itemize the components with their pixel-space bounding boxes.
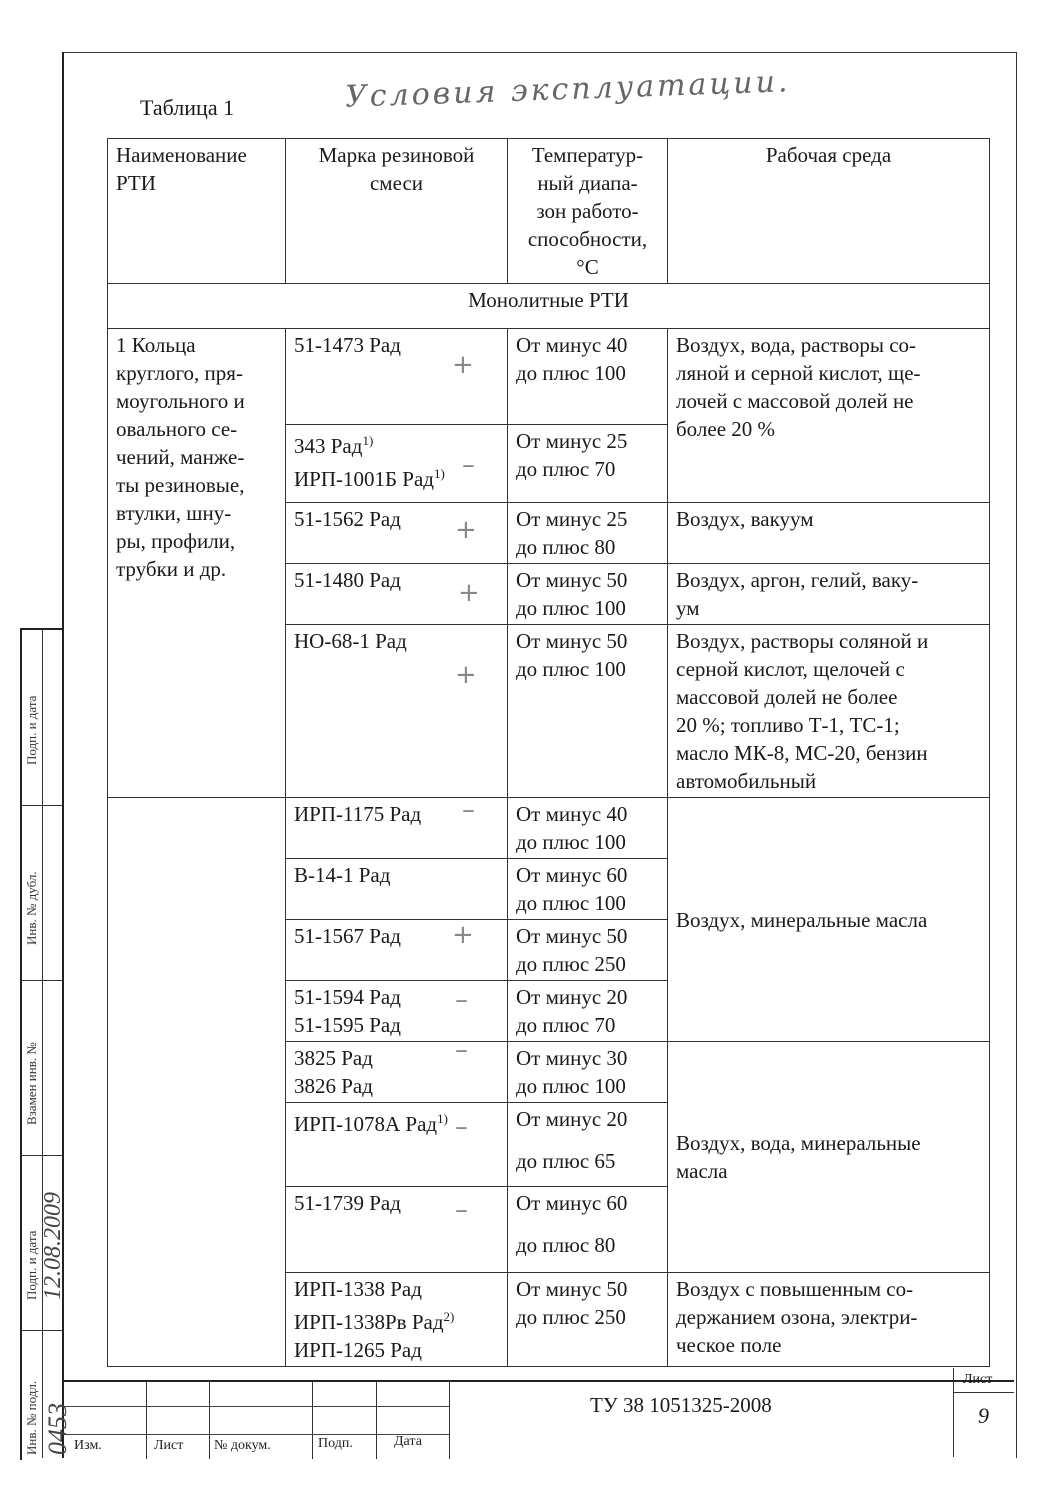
item-name: 1 Кольца круглого, пря- моугольного и овального се- чений, манже- ты резиновые, втулки, шну- ры, профили, трубки и др. (108, 329, 286, 798)
side-label-inv-podl: Инв. № подл. (24, 1380, 39, 1455)
specs-table (107, 138, 990, 1367)
pencil-plus-mark: + (452, 920, 474, 950)
grade-cell: 343 Рад$^{1)}$ ИРП-1001Б Рад$^{1)}$ (286, 425, 508, 503)
pencil-dash-mark: – (455, 985, 468, 1015)
stamp-col-list: Лист (154, 1438, 184, 1453)
header-medium: Рабочая среда (668, 139, 990, 284)
title-block (64, 1380, 1014, 1459)
pencil-plus-mark: + (455, 660, 477, 690)
header-row (108, 139, 990, 284)
medium-cell: Воздух, аргон, гелий, ваку- ум (668, 564, 990, 625)
temp-cell: От минус 60 до плюс 100 (508, 859, 668, 920)
pencil-dash-mark: – (455, 1112, 468, 1142)
medium-cell: Воздух, вода, минеральные масла (668, 1042, 990, 1273)
side-divider (20, 805, 64, 806)
grade-cell: 51-1594 Рад 51-1595 Рад (286, 981, 508, 1042)
sheet-box-divider (953, 1392, 1014, 1393)
section-title: Монолитные РТИ (108, 284, 990, 329)
temp-cell: От минус 20 до плюс 65 (508, 1103, 668, 1187)
medium-cell: Воздух с повышенным со- держанием озона, электри- ческое поле (668, 1273, 990, 1367)
grade-cell: ИРП-1338 Рад ИРП-1338Рв Рад$^{2)}$ ИРП-1265 Рад (286, 1273, 508, 1367)
temp-cell: От минус 20 до плюс 70 (508, 981, 668, 1042)
grade-cell: ИРП-1078А Рад$^{1)}$ (286, 1103, 508, 1187)
temp-cell: От минус 50 до плюс 250 (508, 920, 668, 981)
temp-cell: От минус 25 до плюс 80 (508, 503, 668, 564)
stamp-col-doc: № докум. (214, 1438, 271, 1453)
side-divider (20, 1155, 64, 1156)
temp-cell: От минус 40 до плюс 100 (508, 798, 668, 859)
header-temp: Температур- ный диапа- зон работо- способности, °С (508, 139, 668, 284)
handwritten-note: Условия эксплуатации. (344, 64, 791, 115)
table-caption: Таблица 1 (140, 95, 235, 120)
header-grade: Марка резиновой смеси (286, 139, 508, 284)
side-label-podp-data-2: Подп. и дата (24, 1230, 39, 1300)
grade-cell: 51-1567 Рад (286, 920, 508, 981)
table-row (108, 329, 990, 425)
side-strip-inner (42, 628, 65, 1458)
temp-cell: От минус 50 до плюс 100 (508, 564, 668, 625)
item-name-continued (108, 798, 286, 1367)
grade-cell: НО-68-1 Рад (286, 625, 508, 798)
grade-cell: ИРП-1175 Рад (286, 798, 508, 859)
side-divider (20, 980, 64, 981)
pencil-plus-mark: + (455, 515, 477, 545)
temp-cell: От минус 50 до плюс 100 (508, 625, 668, 798)
grade-cell: 51-1562 Рад (286, 503, 508, 564)
table-row (108, 798, 990, 859)
pencil-dash-mark: – (462, 450, 475, 480)
side-label-podp-data: Подп. и дата (24, 695, 39, 765)
stamp-col-date: Дата (394, 1434, 422, 1449)
temp-cell: От минус 50 до плюс 250 (508, 1273, 668, 1367)
grade-cell: 51-1739 Рад (286, 1187, 508, 1273)
temp-cell: От минус 30 до плюс 100 (508, 1042, 668, 1103)
inv-number-handwritten: 0453 (43, 1403, 72, 1455)
grade-cell: 3825 Рад 3826 Рад (286, 1042, 508, 1103)
grade-cell: 51-1480 Рад (286, 564, 508, 625)
pencil-dash-mark: – (455, 1035, 468, 1065)
temp-cell: От минус 25 до плюс 70 (508, 425, 668, 503)
medium-cell: Воздух, растворы соляной и серной кислот, щелочей с массовой долей не более 20 %; топливо Т-1, ТС-1; масло МК-8, МС-20, бензин автомобильный (668, 625, 990, 798)
pencil-dash-mark: – (455, 1195, 468, 1225)
side-label-inv-dubl: Инв. № дубл. (24, 871, 39, 945)
section-row (108, 284, 990, 329)
pencil-plus-mark: + (452, 350, 474, 380)
sheet-number: 9 (978, 1403, 989, 1428)
pencil-plus-mark: + (458, 578, 480, 608)
side-divider (20, 1330, 64, 1331)
grade-cell: В-14-1 Рад (286, 859, 508, 920)
document-code: ТУ 38 1051325-2008 (590, 1393, 772, 1417)
pencil-dash-mark: – (462, 795, 475, 825)
sheet-label: Лист (963, 1372, 993, 1387)
header-name: Наименование РТИ (108, 139, 286, 284)
medium-cell: Воздух, вода, растворы со- ляной и серной кислот, ще- лочей с массовой долей не более 20 % (668, 329, 990, 503)
medium-cell: Воздух, минеральные масла (668, 798, 990, 1042)
temp-cell: От минус 60 до плюс 80 (508, 1187, 668, 1273)
date-handwritten: 12.08.2009 (40, 1192, 66, 1300)
stamp-col-podp: Подп. (318, 1436, 353, 1451)
medium-cell: Воздух, вакуум (668, 503, 990, 564)
grade-cell: 51-1473 Рад (286, 329, 508, 425)
side-label-vzamen: Взамен инв. № (24, 1042, 39, 1125)
temp-cell: От минус 40 до плюс 100 (508, 329, 668, 425)
stamp-col-izm: Изм. (74, 1438, 102, 1453)
